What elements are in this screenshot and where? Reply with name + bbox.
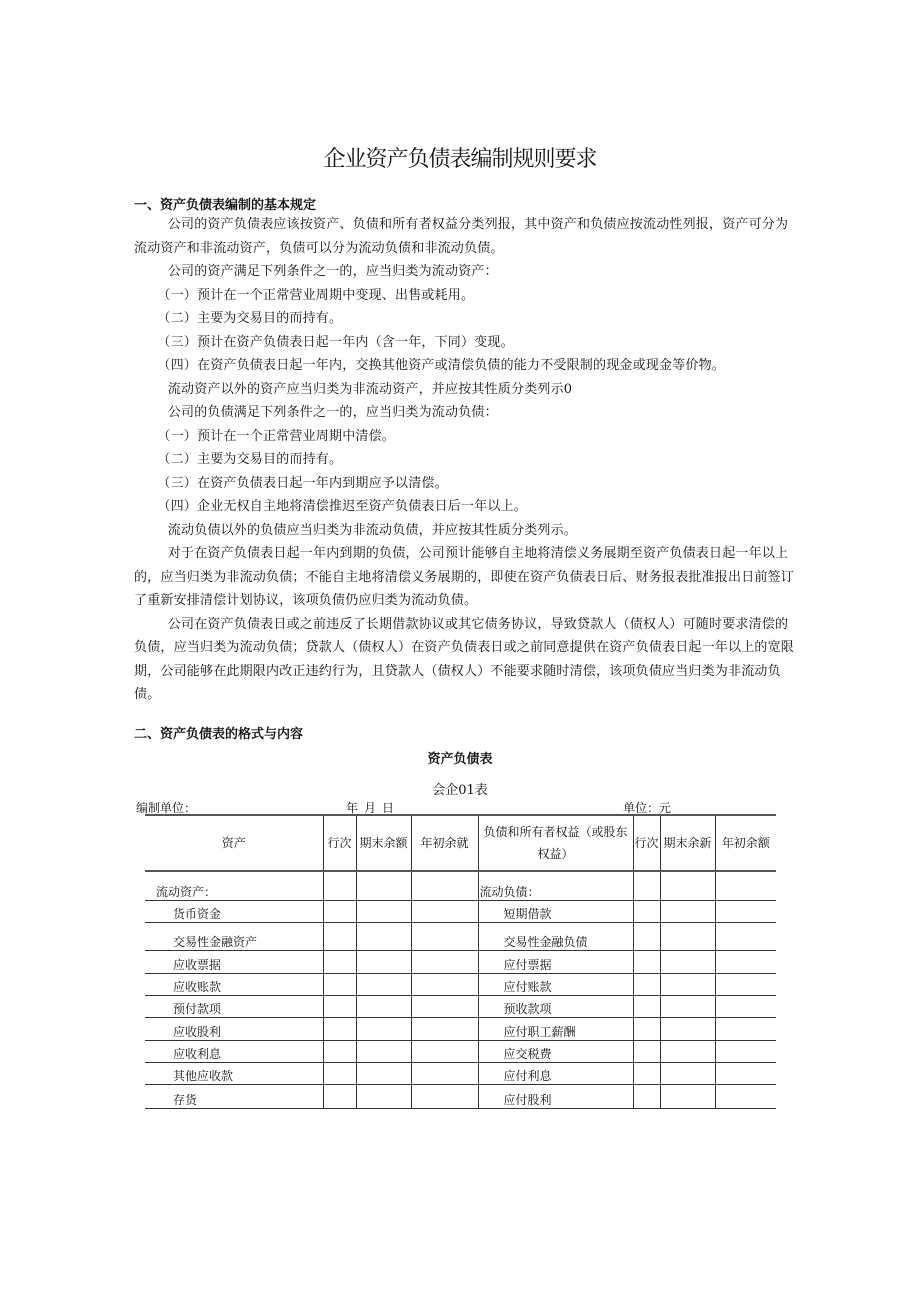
value-cell (660, 973, 715, 995)
value-cell (715, 950, 776, 973)
prepared-by-label: 编制单位： (136, 801, 197, 815)
asset-item: 应收利息 (145, 1040, 323, 1062)
value-cell (715, 871, 776, 900)
value-cell (633, 973, 660, 995)
value-cell (411, 1040, 478, 1062)
value-cell (660, 922, 715, 950)
value-cell (633, 900, 660, 922)
value-cell (356, 950, 411, 973)
form-number: 会企01表 (432, 783, 488, 798)
value-cell (356, 900, 411, 922)
column-header: 年初余就 (411, 815, 478, 871)
list-item: （一）预计在一个正常营业周期中清偿。 (157, 428, 395, 444)
document-title: 企业资产负债表编制规则要求 (323, 147, 597, 172)
liability-item: 交易性金融负债 (478, 922, 633, 950)
column-header: 期末余新 (660, 815, 715, 871)
date-label: 年_月_日 (346, 801, 395, 815)
column-header: 期末余额 (356, 815, 411, 871)
table-row (145, 1040, 776, 1062)
list-item: （二）主要为交易目的而持有。 (157, 452, 343, 467)
column-header: 年初余额 (715, 815, 776, 871)
list-item: （二）主要为交易目的而持有。 (157, 311, 343, 326)
section-1-heading: 一、资产负债表编制的基本规定 (134, 198, 317, 213)
value-cell (323, 900, 356, 922)
value-cell (660, 1017, 715, 1040)
asset-item: 预付款项 (145, 995, 323, 1017)
paragraph: 公司的负债满足下列条件之一的，应当归类为流动负债： (167, 405, 498, 420)
asset-item: 应收票据 (145, 950, 323, 973)
liability-item: 应付利息 (478, 1062, 633, 1084)
table-row (145, 1084, 776, 1108)
paragraph: 流动负债以外的负债应当归类为非流动负债，并应按其性质分类列示。 (167, 522, 577, 538)
liability-item: 应付职工薪酬 (478, 1017, 633, 1040)
list-item: （四）企业无权自主地将清偿推迟至资产负债表日后一年以上。 (157, 499, 527, 514)
table-row (145, 900, 776, 922)
column-header: 行次 (633, 815, 660, 871)
paragraph: 对于在资产负债表日起一年内到期的负债，公司预计能够自主地将清偿义务展期至资产负债表日起一年以上的，应当归类为非流动负债；不能自主地将清偿义务展期的，即使在资产负债表日后、财务报表批准报出日前签订了重新安排清偿计划协议，该项负债仍应归类为流动负债。 (134, 546, 795, 608)
value-cell (411, 995, 478, 1017)
asset-item: 存货 (145, 1084, 323, 1108)
value-cell (411, 1084, 478, 1108)
table-row (145, 973, 776, 995)
value-cell (411, 900, 478, 922)
value-cell (660, 1062, 715, 1084)
balance-sheet-table (145, 814, 776, 1109)
paragraph: 公司的资产负债表应该按资产、负债和所有者权益分类列报，其中资产和负债应按流动性列报，资产可分为流动资产和非流动资产，负债可以分为流动负债和非流动负债。 (134, 217, 789, 256)
value-cell (356, 1084, 411, 1108)
value-cell (715, 995, 776, 1017)
value-cell (323, 1040, 356, 1062)
table-row (145, 871, 776, 900)
value-cell (323, 1084, 356, 1108)
value-cell (323, 1017, 356, 1040)
paragraph: 流动资产以外的资产应当归类为非流动资产，并应按其性质分类列示0 (167, 381, 573, 397)
column-header: 负债和所有者权益（或股东权益） (478, 815, 633, 871)
value-cell (323, 1062, 356, 1084)
liability-item: 应交税费 (478, 1040, 633, 1062)
liability-item: 应付账款 (478, 973, 633, 995)
table-row (145, 1017, 776, 1040)
value-cell (633, 1062, 660, 1084)
value-cell (633, 871, 660, 900)
value-cell (356, 871, 411, 900)
value-cell (411, 1017, 478, 1040)
value-cell (411, 973, 478, 995)
value-cell (715, 900, 776, 922)
value-cell (356, 1040, 411, 1062)
value-cell (633, 995, 660, 1017)
liability-item: 预收款项 (478, 995, 633, 1017)
section-1-body (134, 213, 794, 707)
value-cell (660, 1040, 715, 1062)
asset-item: 流动资产： (145, 871, 323, 900)
value-cell (715, 1040, 776, 1062)
asset-item: 货币资金 (145, 900, 323, 922)
unit-label: 单位：元 (623, 801, 672, 815)
table-title: 资产负债表 (427, 752, 493, 767)
liability-item: 流动负债： (478, 871, 633, 900)
value-cell (660, 950, 715, 973)
value-cell (323, 995, 356, 1017)
value-cell (633, 1084, 660, 1108)
value-cell (715, 1017, 776, 1040)
list-item: （三）在资产负债表日起一年内到期应予以清偿。 (157, 475, 448, 491)
value-cell (660, 1084, 715, 1108)
asset-item: 应收股利 (145, 1017, 323, 1040)
paragraph: 公司在资产负债表日或之前违反了长期借款协议或其它债务协议，导致贷款人（债权人）可随时要求清偿的负债，应当归类为流动负债；贷款人（债权人）在资产负债表日或之前同意提供在资产负债表日起一年以上的宽限期，公司能够在此期限内改正违约行为，且贷款人（债权人）不能要求随时清偿，该项负债应当归类为非流动负债。 (134, 616, 795, 702)
value-cell (660, 900, 715, 922)
liability-item: 短期借款 (478, 900, 633, 922)
value-cell (356, 922, 411, 950)
asset-item: 交易性金融资产 (145, 922, 323, 950)
column-header: 资产 (145, 815, 323, 871)
value-cell (356, 995, 411, 1017)
value-cell (323, 871, 356, 900)
value-cell (411, 871, 478, 900)
asset-item: 应收账款 (145, 973, 323, 995)
list-item: （四）在资产负债表日起一年内，交换其他资产或清偿负债的能力不受限制的现金或现金等价物。 (157, 358, 725, 373)
value-cell (356, 973, 411, 995)
table-row (145, 995, 776, 1017)
table-row (145, 1062, 776, 1084)
value-cell (323, 922, 356, 950)
table-row (145, 922, 776, 950)
value-cell (323, 973, 356, 995)
liability-item: 应付股利 (478, 1084, 633, 1108)
value-cell (633, 1040, 660, 1062)
value-cell (715, 1084, 776, 1108)
value-cell (660, 995, 715, 1017)
value-cell (411, 1062, 478, 1084)
value-cell (715, 1062, 776, 1084)
section-2-heading: 二、资产负债表的格式与内容 (134, 727, 304, 742)
column-header: 行次 (323, 815, 356, 871)
value-cell (356, 1062, 411, 1084)
list-item: （三）预计在资产负债表日起一年内（含一年，下同）变现。 (157, 334, 514, 350)
table-row (145, 950, 776, 973)
value-cell (323, 950, 356, 973)
liability-item: 应付票据 (478, 950, 633, 973)
list-item: （一）预计在一个正常营业周期中变现、出售或耗用。 (157, 287, 475, 303)
value-cell (633, 950, 660, 973)
value-cell (715, 973, 776, 995)
value-cell (715, 922, 776, 950)
value-cell (633, 1017, 660, 1040)
value-cell (660, 871, 715, 900)
value-cell (411, 950, 478, 973)
asset-item: 其他应收款 (145, 1062, 323, 1084)
value-cell (356, 1017, 411, 1040)
value-cell (411, 922, 478, 950)
value-cell (633, 922, 660, 950)
paragraph: 公司的资产满足下列条件之一的，应当归类为流动资产： (167, 264, 498, 279)
